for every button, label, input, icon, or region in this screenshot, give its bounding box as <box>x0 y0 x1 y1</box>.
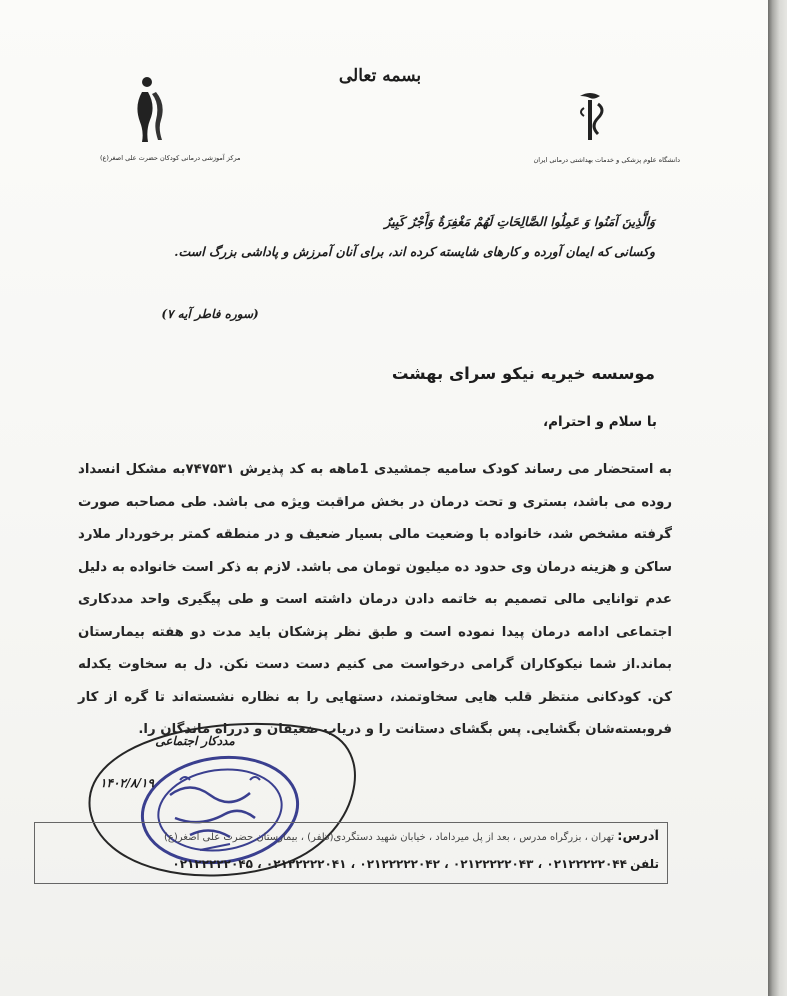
greeting-line: با سلام و احترام، <box>543 414 657 430</box>
hospital-logo-caption: مرکز آموزشی درمانی کودکان حضرت علی اصغر(ع) <box>100 154 241 162</box>
letter-body: به استحضار می رساند کودک سامیه جمشیدی 1ماهه به کد پذیرش ۷۴۷۵۳۱به مشکل انسداد روده می باشد، بستری و تحت درمان در بخش مراقبت ویژه می باشد. طی مصاحبه صورت گرفته مشخص شد، خانواده با وضعیت مالی بسیار ضعیف و در منطقه کمتر برخوردار ملارد ساکن و هزینه درمان وی حدود ده میلیون تومان می باشد. لازم به ذکر است خانواده به دلیل عدم توانایی مالی تصمیم به خاتمه دادن درمان داشته است و طی پیگیری واحد مددکاری اجتماعی ادامه درمان پیدا نموده است و طبق نظر پزشکان باید مدت دو هفته بیمارستان بماند.از شما نیکوکاران گرامی درخواست می کنیم دست دست نکن. دل به سخاوت یکدله کن. کودکانی منتظر قلب هایی سخاوتمند، دستهایی را به نظاره نشسته‌اند تا گره از کار فروبسته‌شان بگشایی. پس بگشای دستانت را و دریاب ضعیفان و درراه ماندگان را. <box>78 462 672 737</box>
footer-phone-line <box>39 857 659 871</box>
hospital-logo <box>100 70 241 170</box>
university-logo-caption: دانشگاه علوم پزشکی و خدمات بهداشتی درمانی ایران <box>533 156 680 164</box>
letter-date: ۱۴۰۲/۸/۱۹ <box>100 776 154 790</box>
signer-title: مددکار اجتماعی <box>155 734 235 748</box>
caduceus-icon <box>540 90 680 148</box>
organization-heading: موسسه خیریه نیکو سرای بهشت <box>391 364 655 383</box>
footer-address-line <box>39 829 659 844</box>
verse-translation: وکسانی که ایمان آورده و کارهای شایسته کرده اند، برای آنان آمرزش و پاداشی بزرگ است. <box>174 244 655 259</box>
phone-label: تلفن <box>630 857 659 871</box>
quran-verse: وَالَّذِينَ آمَنُوا وَ عَمِلُوا الصَّالِحَاتِ لَهُمْ مَغْفِرَةٌ وَأَجْرٌ كَبِيرٌ <box>384 214 655 229</box>
address-label: آدرس: <box>617 829 659 844</box>
child-figure-icon <box>100 70 230 150</box>
page-edge-shadow <box>768 0 787 996</box>
university-logo <box>533 90 680 180</box>
bismillah-heading: بسمه تعالی <box>338 66 422 86</box>
phone-numbers: ۰۲۱۲۲۲۲۲۰۴۴ ، ۰۲۱۲۲۲۲۲۰۴۳ ، ۰۲۱۲۲۲۲۲۰۴۲ ، ۰۲۱۲۲۲۲۲۰۴۱ ، ۰۲۱۲۲۲۲۲۰۴۵ <box>172 857 627 871</box>
verse-source: (سوره فاطر آیه ۷) <box>161 307 259 321</box>
footer-contact-box <box>34 822 668 884</box>
address-text: تهران ، بزرگراه مدرس ، بعد از پل میرداماد ، خیابان شهید دستگردی(ظفر) ، بیمارستان حضرت علی اصغر(ع) <box>164 832 615 843</box>
